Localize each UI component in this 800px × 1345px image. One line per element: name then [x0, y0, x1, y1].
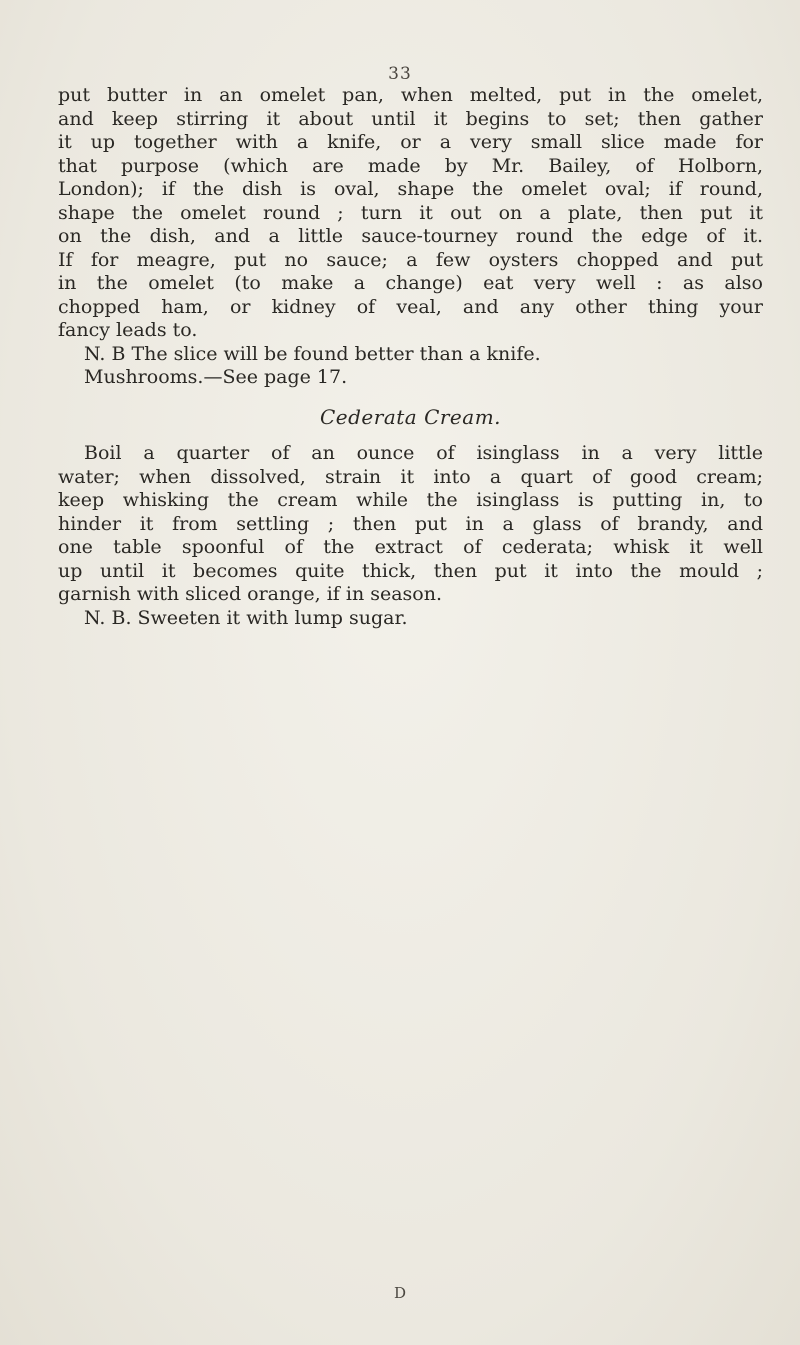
- cederata-recipe: [58, 442, 763, 630]
- text-line: fancy leads to.: [58, 319, 198, 341]
- text-line: garnish with sliced orange, if in season.: [58, 583, 443, 605]
- signature-mark: D: [393, 1284, 407, 1302]
- text-line: on the dish, and a little sauce-tourney round the edge of it.: [58, 225, 763, 247]
- text-line: it up together with a knife, or a very small slice made for: [58, 131, 763, 153]
- text-line: one table spoonful of the extract of cederata; whisk it well: [58, 536, 763, 558]
- text-line: Boil a quarter of an ounce of isinglass in a very little: [84, 442, 763, 464]
- omelet-continuation: [58, 84, 763, 390]
- page-text: [58, 84, 763, 630]
- text-line: that purpose (which are made by Mr. Bailey, of Holborn,: [58, 154, 763, 177]
- text-line: keep whisking the cream while the isinglass is putting in, to: [58, 489, 763, 511]
- text-line: hinder it from settling ; then put in a glass of brandy, and: [58, 512, 763, 535]
- text-line: If for meagre, put no sauce; a few oysters chopped and put: [58, 248, 763, 271]
- text-line: chopped ham, or kidney of veal, and any other thing your: [58, 295, 763, 318]
- text-line: put butter in an omelet pan, when melted, put in the omelet,: [58, 84, 763, 106]
- page-number: 33: [388, 64, 412, 84]
- text-line: water; when dissolved, strain it into a quart of good cream;: [58, 465, 763, 488]
- nota-bene: N. B The slice will be found better than a knife.: [84, 342, 541, 365]
- recipe-heading: Cederata Cream.: [319, 404, 502, 429]
- text-line: London); if the dish is oval, shape the omelet oval; if round,: [58, 178, 763, 200]
- text-line: shape the omelet round ; turn it out on a plate, then put it: [58, 201, 763, 224]
- text-line: up until it becomes quite thick, then put it into the mould ;: [58, 559, 763, 582]
- cross-reference: Mushrooms.—See page 17.: [84, 366, 348, 388]
- nota-bene: N. B. Sweeten it with lump sugar.: [84, 606, 408, 629]
- text-line: and keep stirring it about until it begins to set; then gather: [58, 107, 763, 130]
- text-line: in the omelet (to make a change) eat very well : as also: [58, 272, 763, 294]
